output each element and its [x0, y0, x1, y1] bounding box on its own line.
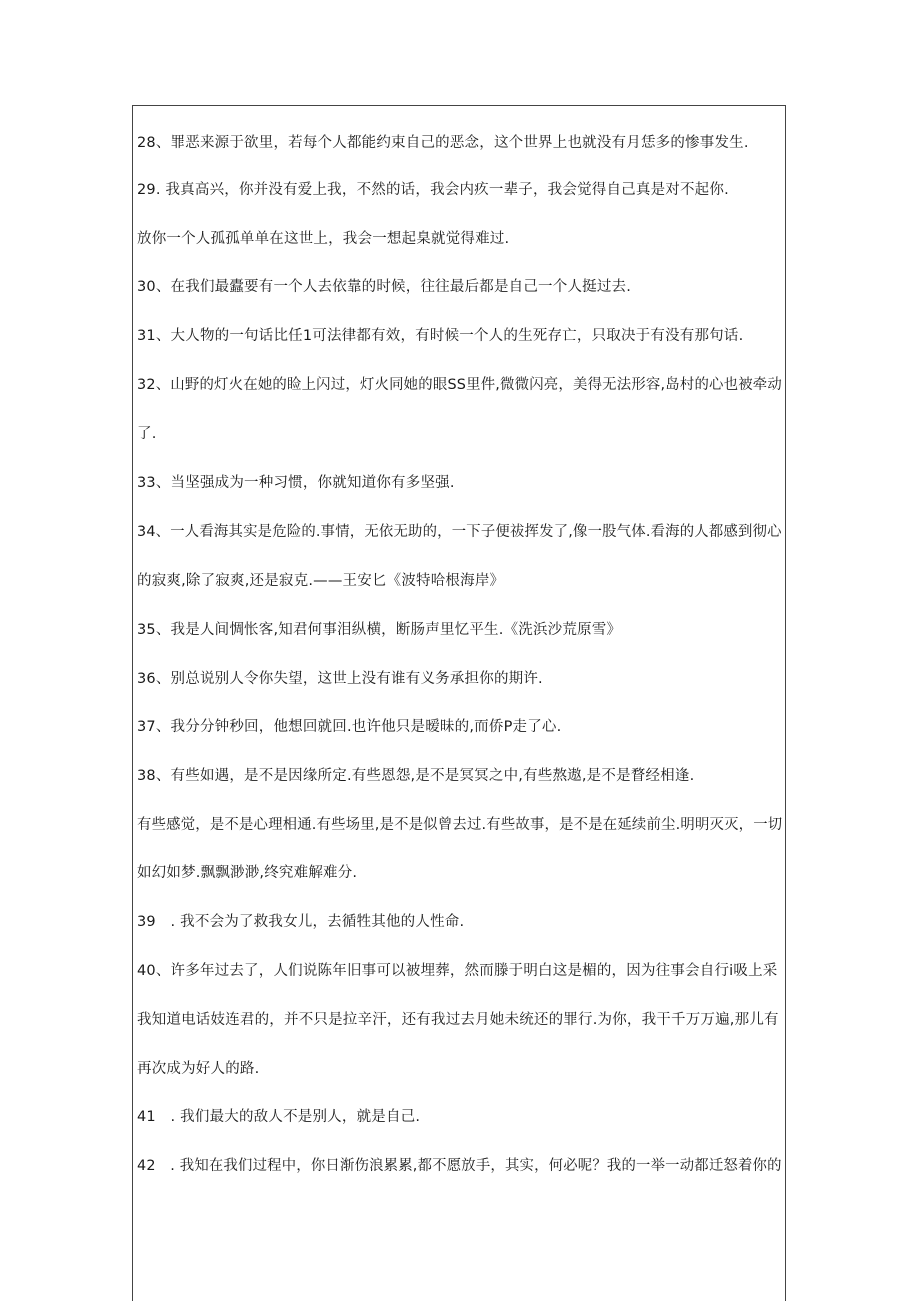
text-line-34-cont: 的寂爽,除了寂爽,还是寂克.——王安匕《波特哈根海岸》 [137, 573, 505, 589]
text-line-40-cont-1: 我知道电话妓连君的，并不只是拉辛汗，还有我过去月她未统还的罪行.为你，我干千万万遍,那儿有 [137, 1012, 779, 1028]
text-line-38: 38、有些如遇，是不是因缘所定.有些恩怨,是不是冥冥之中,有些熬遨,是不是瞀经相逢. [137, 768, 695, 784]
text-line-31: 31、大人物的一句话比任1可法律都有效，有时候一个人的生死存亡，只取决于有没有那句话. [137, 328, 744, 344]
text-line-34: 34、一人看海其实是危险的.事情，无依无助的，一下子便祓挥发了,像一股气体.看海的人都感到彻心 [137, 524, 782, 540]
text-line-28: 28、罪恶来源于欲里，若每个人都能约束自己的恶念，这个世界上也就没有月恁多的惨事发生. [137, 135, 749, 151]
text-line-35: 35、我是人间惆怅客,知君何事泪纵横，断肠声里忆平生.《洗浜沙荒原雪》 [137, 622, 622, 638]
text-line-29: 29. 我真高兴，你并没有爱上我，不然的话，我会内疚一辈子，我会觉得自己真是对不起你. [137, 182, 729, 198]
text-line-40: 40、许多年过去了，人们说陈年旧事可以被埋葬，然而滕于明白这是楣的，因为往事会自行i吸上采 [137, 963, 778, 979]
text-line-33: 33、当坚强成为一种习惯，你就知道你有多坚强. [137, 475, 455, 491]
text-line-38-cont-1: 有些感觉，是不是心理相通.有些场里,是不是似曾去过.有些故事，是不是在延续前尘.明明灭灭，一切 [137, 817, 783, 833]
text-line-32-cont: 了. [137, 426, 157, 442]
text-line-30: 30、在我们最蠹要有一个人去依靠的时候，往往最后都是自己一个人挺过去. [137, 279, 632, 295]
text-line-40-cont-2: 再次成为好人的路. [137, 1061, 260, 1077]
text-line-36: 36、别总说别人令你失望，这世上没有谁有义务承担你的期许. [137, 671, 543, 687]
text-line-37: 37、我分分钟秒回，他想回就回.也许他只是暧昧的,而侨P走了心. [137, 719, 562, 735]
text-line-38-cont-2: 如幻如梦.飘飘渺渺,终究难解难分. [137, 865, 358, 881]
text-line-32: 32、山野的灯火在她的睑上闪过，灯火同她的眼SS里件,微微闪亮，美得无法形容,岛村的心也被牵动 [137, 377, 782, 393]
text-line-39: 39 . 我不会为了救我女儿，去循牲其他的人性命. [137, 914, 465, 930]
text-line-29-cont: 放你一个人孤孤单单在这世上，我会一想起臬就觉得难过. [137, 231, 510, 247]
text-line-41: 41 . 我们最大的敌人不是别人，就是自己. [137, 1109, 421, 1125]
text-line-42: 42 . 我知在我们过程中，你日渐伤浪累累,都不愿放手，其实，何必呢？我的一举一动都迁怒着你的 [137, 1158, 782, 1174]
